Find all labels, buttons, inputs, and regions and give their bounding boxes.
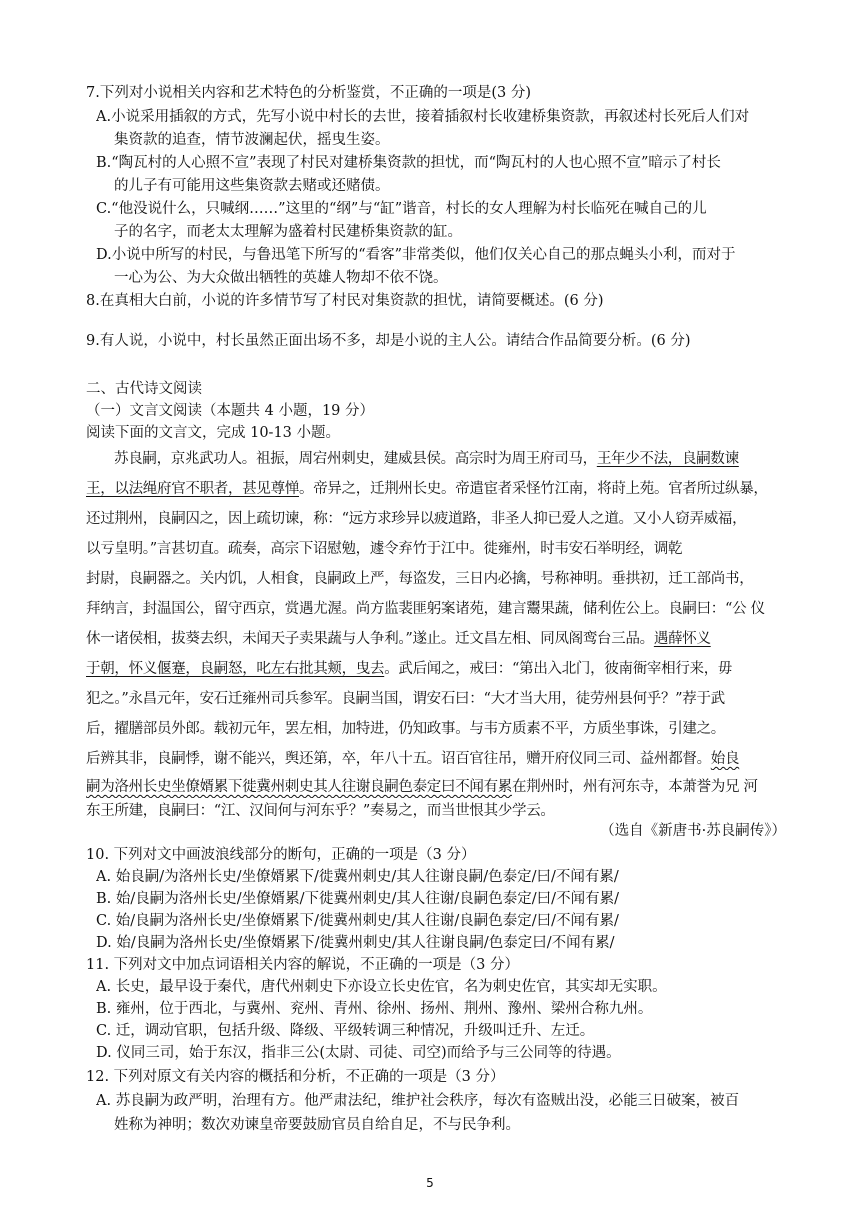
passage-text: 在荆州时，州有河东寺，本萧誉为兄 河 (512, 779, 758, 795)
wavy-underlined-text: 始良 (710, 751, 740, 767)
q7-stem: 7.下列对小说相关内容和艺术特色的分析鉴赏，不正确的一项是(3 分) (86, 85, 531, 101)
q10-option-d: D. 始/良嗣为洛州长史/坐僚婿累下/徙冀州刺史/其人往谢良嗣/色泰定曰/不闻有累/ (96, 935, 615, 951)
passage-line-7 (86, 628, 790, 650)
q7-option-a-line1: A.小说采用插叙的方式，先写小说中村长的去世，接着插叙村长收建桥集资款，再叙述村长死后人们对 (96, 109, 750, 125)
q11-stem: 11. 下列对文中加点词语相关内容的解说，不正确的一项是（3 分） (86, 957, 520, 973)
q7-option-d-line1: D.小说中所写的村民，与鲁迅笔下所写的“看客”非常类似，他们仅关心自己的那点蝇头小利，而对于 (96, 247, 736, 263)
underlined-text: 王，以法绳府官不职者，甚见尊惮 (86, 481, 299, 497)
passage-source: （选自《新唐书·苏良嗣传》） (600, 823, 786, 839)
passage-line-3: 还过荆州，良嗣囚之，因上疏切谏，称：“远方求珍异以疲道路，非圣人抑已爱人之道。又小人窃弄威福， (86, 511, 747, 527)
underlined-text: 王年少不法，良嗣数谏 (596, 451, 739, 467)
passage-line-6: 拜纳言，封温国公，留守西京，赏遇尤渥。尚方监裴匪躬案诸苑，建言鬻果蔬，储利佐公上。良嗣曰：“公 仪 (86, 601, 765, 617)
passage-line-1 (114, 448, 790, 470)
passage-text: 休一诸侯相，拔葵去织，未闻天子卖果蔬与人争利。”遂止。迁文昌左相、同凤阁鸾台三品。 (86, 631, 654, 647)
passage-line-8 (86, 658, 790, 680)
q7-option-c-line2: 子的名字，而老太太理解为盛着村民建桥集资款的缸。 (114, 224, 462, 240)
q12-option-a-line2: 姓称为神明；数次劝谏皇帝要鼓励官员自给自足，不与民争利。 (114, 1117, 520, 1133)
passage-line-10: 后，擢膳部员外郎。载初元年，罢左相，加特进，仍知政事。与韦方质素不平，方质坐事诛，引建之。 (86, 721, 725, 737)
page-number: 5 (426, 1176, 434, 1190)
passage-line-5: 封尉，良嗣器之。关内饥，人相食，良嗣政上严，每盗发，三日内必擒，号称神明。垂拱初，迁工部尚书， (86, 571, 754, 587)
passage-line-13: 东王所建，良嗣曰：“江、汉间何与河东乎？”奏易之，而当世恨其少学云。 (86, 803, 555, 819)
passage-line-2 (86, 478, 790, 500)
passage-text: 。武后闻之，戒曰：“第出入北门，彼南衙宰相行来，毋 (384, 661, 733, 677)
q12-option-a-line1: A. 苏良嗣为政严明，治理有方。他严肃法纪，维护社会秩序，每次有盗贼出没，必能三日破案，被百 (96, 1093, 740, 1109)
passage-text: 后辨其非，良嗣悸，谢不能兴，舆还第，卒，年八十五。诏百官往吊，赠开府仪同三司、益州都督。 (86, 751, 711, 767)
q10-option-b: B. 始/良嗣为洛州长史/坐僚婿累/下徙冀州刺史/其人往谢/良嗣色泰定/曰/不闻有累/ (96, 891, 619, 907)
q7-option-b-line1: B.“陶瓦村的人心照不宣”表现了村民对建桥集资款的担忧，而“陶瓦村的人也心照不宣”暗示了村长 (96, 155, 721, 171)
q10-stem: 10. 下列对文中画波浪线部分的断句，正确的一项是（3 分） (86, 847, 476, 863)
q11-option-d: D. 仪同三司，始于东汉，指非三公(太尉、司徒、司空)而给予与三公同等的待遇。 (96, 1045, 621, 1061)
q11-option-a: A. 长史，最早设于秦代，唐代州刺史下亦设立长史佐官，名为刺史佐官，其实却无实职。 (96, 979, 667, 995)
passage-line-11 (86, 748, 790, 770)
q8-stem: 8.在真相大白前，小说的许多情节写了村民对集资款的担忧，请简要概述。(6 分) (86, 293, 604, 309)
passage-text: 苏良嗣，京兆武功人。祖振，周宕州刺史，建威县侯。高宗时为周王府司马， (114, 451, 597, 467)
underlined-text: 遇薛怀义 (653, 631, 711, 647)
passage-line-12 (86, 776, 790, 798)
q7-option-a-line2: 集资款的追查，情节波澜起伏，摇曳生姿。 (114, 132, 390, 148)
passage-line-9: 犯之。”永昌元年，安石迁雍州司兵参军。良嗣当国，谓安石曰：“大才当大用，徒劳州县何乎？”荐于武 (86, 691, 725, 707)
passage-text: 。帝异之，迁荆州长史。帝遣宦者采怪竹江南，将莳上苑。官者所过纵暴， (299, 481, 768, 497)
q10-option-c: C. 始/良嗣为洛州长史/坐僚婿累下/徙冀州刺史/其人往谢/良嗣色泰定/曰/不闻有累/ (96, 913, 619, 929)
underlined-text: 于朝，怀义偃蹇，良嗣怒，叱左右批其颊，曳去 (86, 661, 385, 677)
q7-option-b-line2: 的儿子有可能用这些集资款去赌或还赌债。 (114, 178, 390, 194)
wavy-underlined-text: 嗣为洛州长史坐僚婿累下徙冀州刺史其人往谢良嗣色泰定曰不闻有累 (86, 779, 512, 795)
section-title: 二、古代诗文阅读 (86, 381, 202, 397)
q12-stem: 12. 下列对原文有关内容的概括和分析，不正确的一项是（3 分） (86, 1069, 505, 1085)
q7-option-c-line1: C.“他没说什么，只喊纲……”这里的“纲”与“缸”谐音，村长的女人理解为村长临死在喊自己的儿 (96, 201, 707, 217)
q11-option-c: C. 迁，调动官职，包括升级、降级、平级转调三种情况，升级叫迁升、左迁。 (96, 1023, 595, 1039)
section-instruction: 阅读下面的文言文，完成 10-13 小题。 (86, 425, 341, 441)
q11-option-b: B. 雍州，位于西北，与冀州、兖州、青州、徐州、扬州、荆州、豫州、梁州合称九州。 (96, 1001, 653, 1017)
passage-line-4: 以亏皇明。”言甚切直。疏奏，高宗下诏慰勉，遽令弃竹于江中。徙雍州，时韦安石举明经，调乾 (86, 541, 683, 557)
q9-stem: 9.有人说，小说中，村长虽然正面出场不多，却是小说的主人公。请结合作品简要分析。(6 分) (86, 333, 691, 349)
q10-option-a: A. 始良嗣/为洛州长史/坐僚婿累下/徙冀州刺史/其人往谢良嗣/色泰定/曰/不闻有累/ (96, 869, 619, 885)
section-subtitle: （一）文言文阅读（本题共 4 小题，19 分） (86, 403, 375, 419)
q7-option-d-line2: 一心为公、为大众做出牺牲的英雄人物却不依不饶。 (114, 270, 448, 286)
